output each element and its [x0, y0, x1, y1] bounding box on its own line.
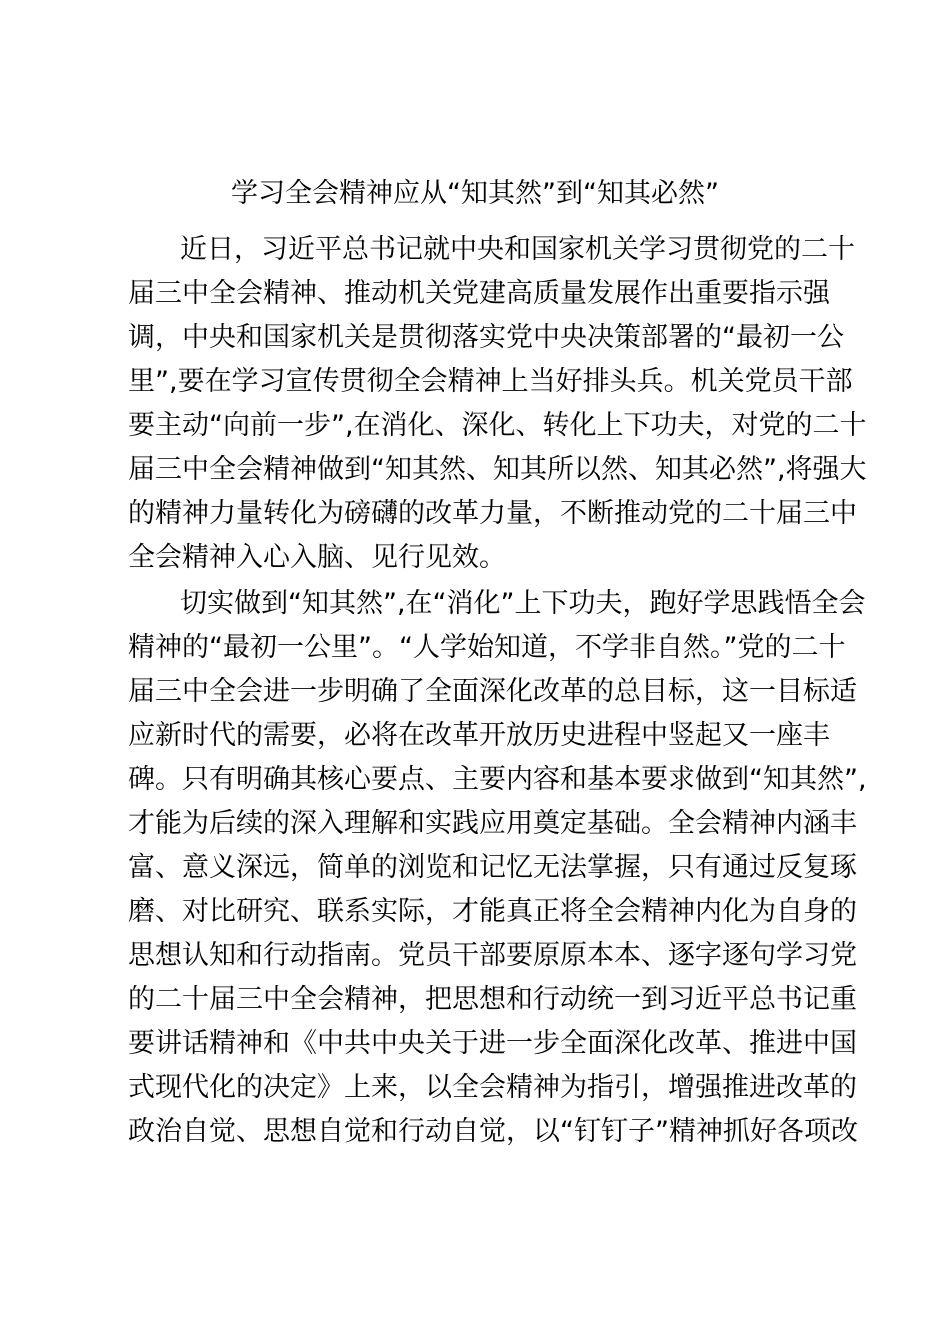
paragraph-2-line-7: 富、意义深远，简单的浏览和记忆无法掌握，只有通过反复琢 — [128, 852, 857, 883]
document-title: 学习全会精神应从“知其然”到“知其必然” — [231, 178, 719, 209]
paragraph-2-line-8: 磨、对比研究、联系实际，才能真正将全会精神内化为自身的 — [128, 896, 857, 927]
paragraph-1-line-3: 调，中央和国家机关是贯彻落实党中央决策部署的“最初一公 — [128, 322, 844, 353]
paragraph-2-line-3: 届三中全会进一步明确了全面深化改革的总目标，这一目标适 — [128, 676, 857, 707]
paragraph-2-line-9: 思想认知和行动指南。党员干部要原原本本、逐字逐句学习党 — [128, 940, 857, 971]
paragraph-1-line-8: 全会精神入心入脑、见行见效。 — [128, 542, 506, 573]
paragraph-2-line-2: 精神的“最初一公里”。“人学始知道，不学非自然。”党的二十 — [128, 632, 846, 663]
paragraph-1-line-4: 里”,要在学习宣传贯彻全会精神上当好排头兵。机关党员干部 — [128, 366, 853, 397]
paragraph-2-line-1: 切实做到“知其然”,在“消化”上下功夫，跑好学思践悟全会 — [180, 588, 866, 619]
paragraph-1-line-5: 要主动“向前一步”,在消化、深化、转化上下功夫，对党的二十 — [128, 410, 867, 441]
paragraph-2-line-10: 的二十届三中全会精神，把思想和行动统一到习近平总书记重 — [128, 984, 857, 1015]
paragraph-2-line-6: 才能为后续的深入理解和实践应用奠定基础。全会精神内涵丰 — [128, 808, 857, 839]
paragraph-1-line-1: 近日，习近平总书记就中央和国家机关学习贯彻党的二十 — [180, 234, 855, 265]
paragraph-2-line-12: 式现代化的决定》上来，以全会精神为指引，增强推进改革的 — [128, 1072, 857, 1103]
paragraph-1-line-2: 届三中全会精神、推动机关党建高质量发展作出重要指示强 — [128, 278, 830, 309]
paragraph-2-line-5: 碑。只有明确其核心要点、主要内容和基本要求做到“知其然”, — [128, 764, 867, 795]
paragraph-2-line-11: 要讲话精神和《中共中央关于进一步全面深化改革、推进中国 — [128, 1028, 857, 1059]
paragraph-2-line-4: 应新时代的需要，必将在改革开放历史进程中竖起又一座丰 — [128, 720, 830, 751]
paragraph-1-line-7: 的精神力量转化为磅礴的改革力量，不断推动党的二十届三中 — [128, 498, 857, 529]
paragraph-2-line-13: 政治自觉、思想自觉和行动自觉，以“钉钉子”精神抓好各项改 — [128, 1116, 858, 1147]
paragraph-1-line-6: 届三中全会精神做到“知其然、知其所以然、知其必然”,将强大 — [128, 454, 867, 485]
